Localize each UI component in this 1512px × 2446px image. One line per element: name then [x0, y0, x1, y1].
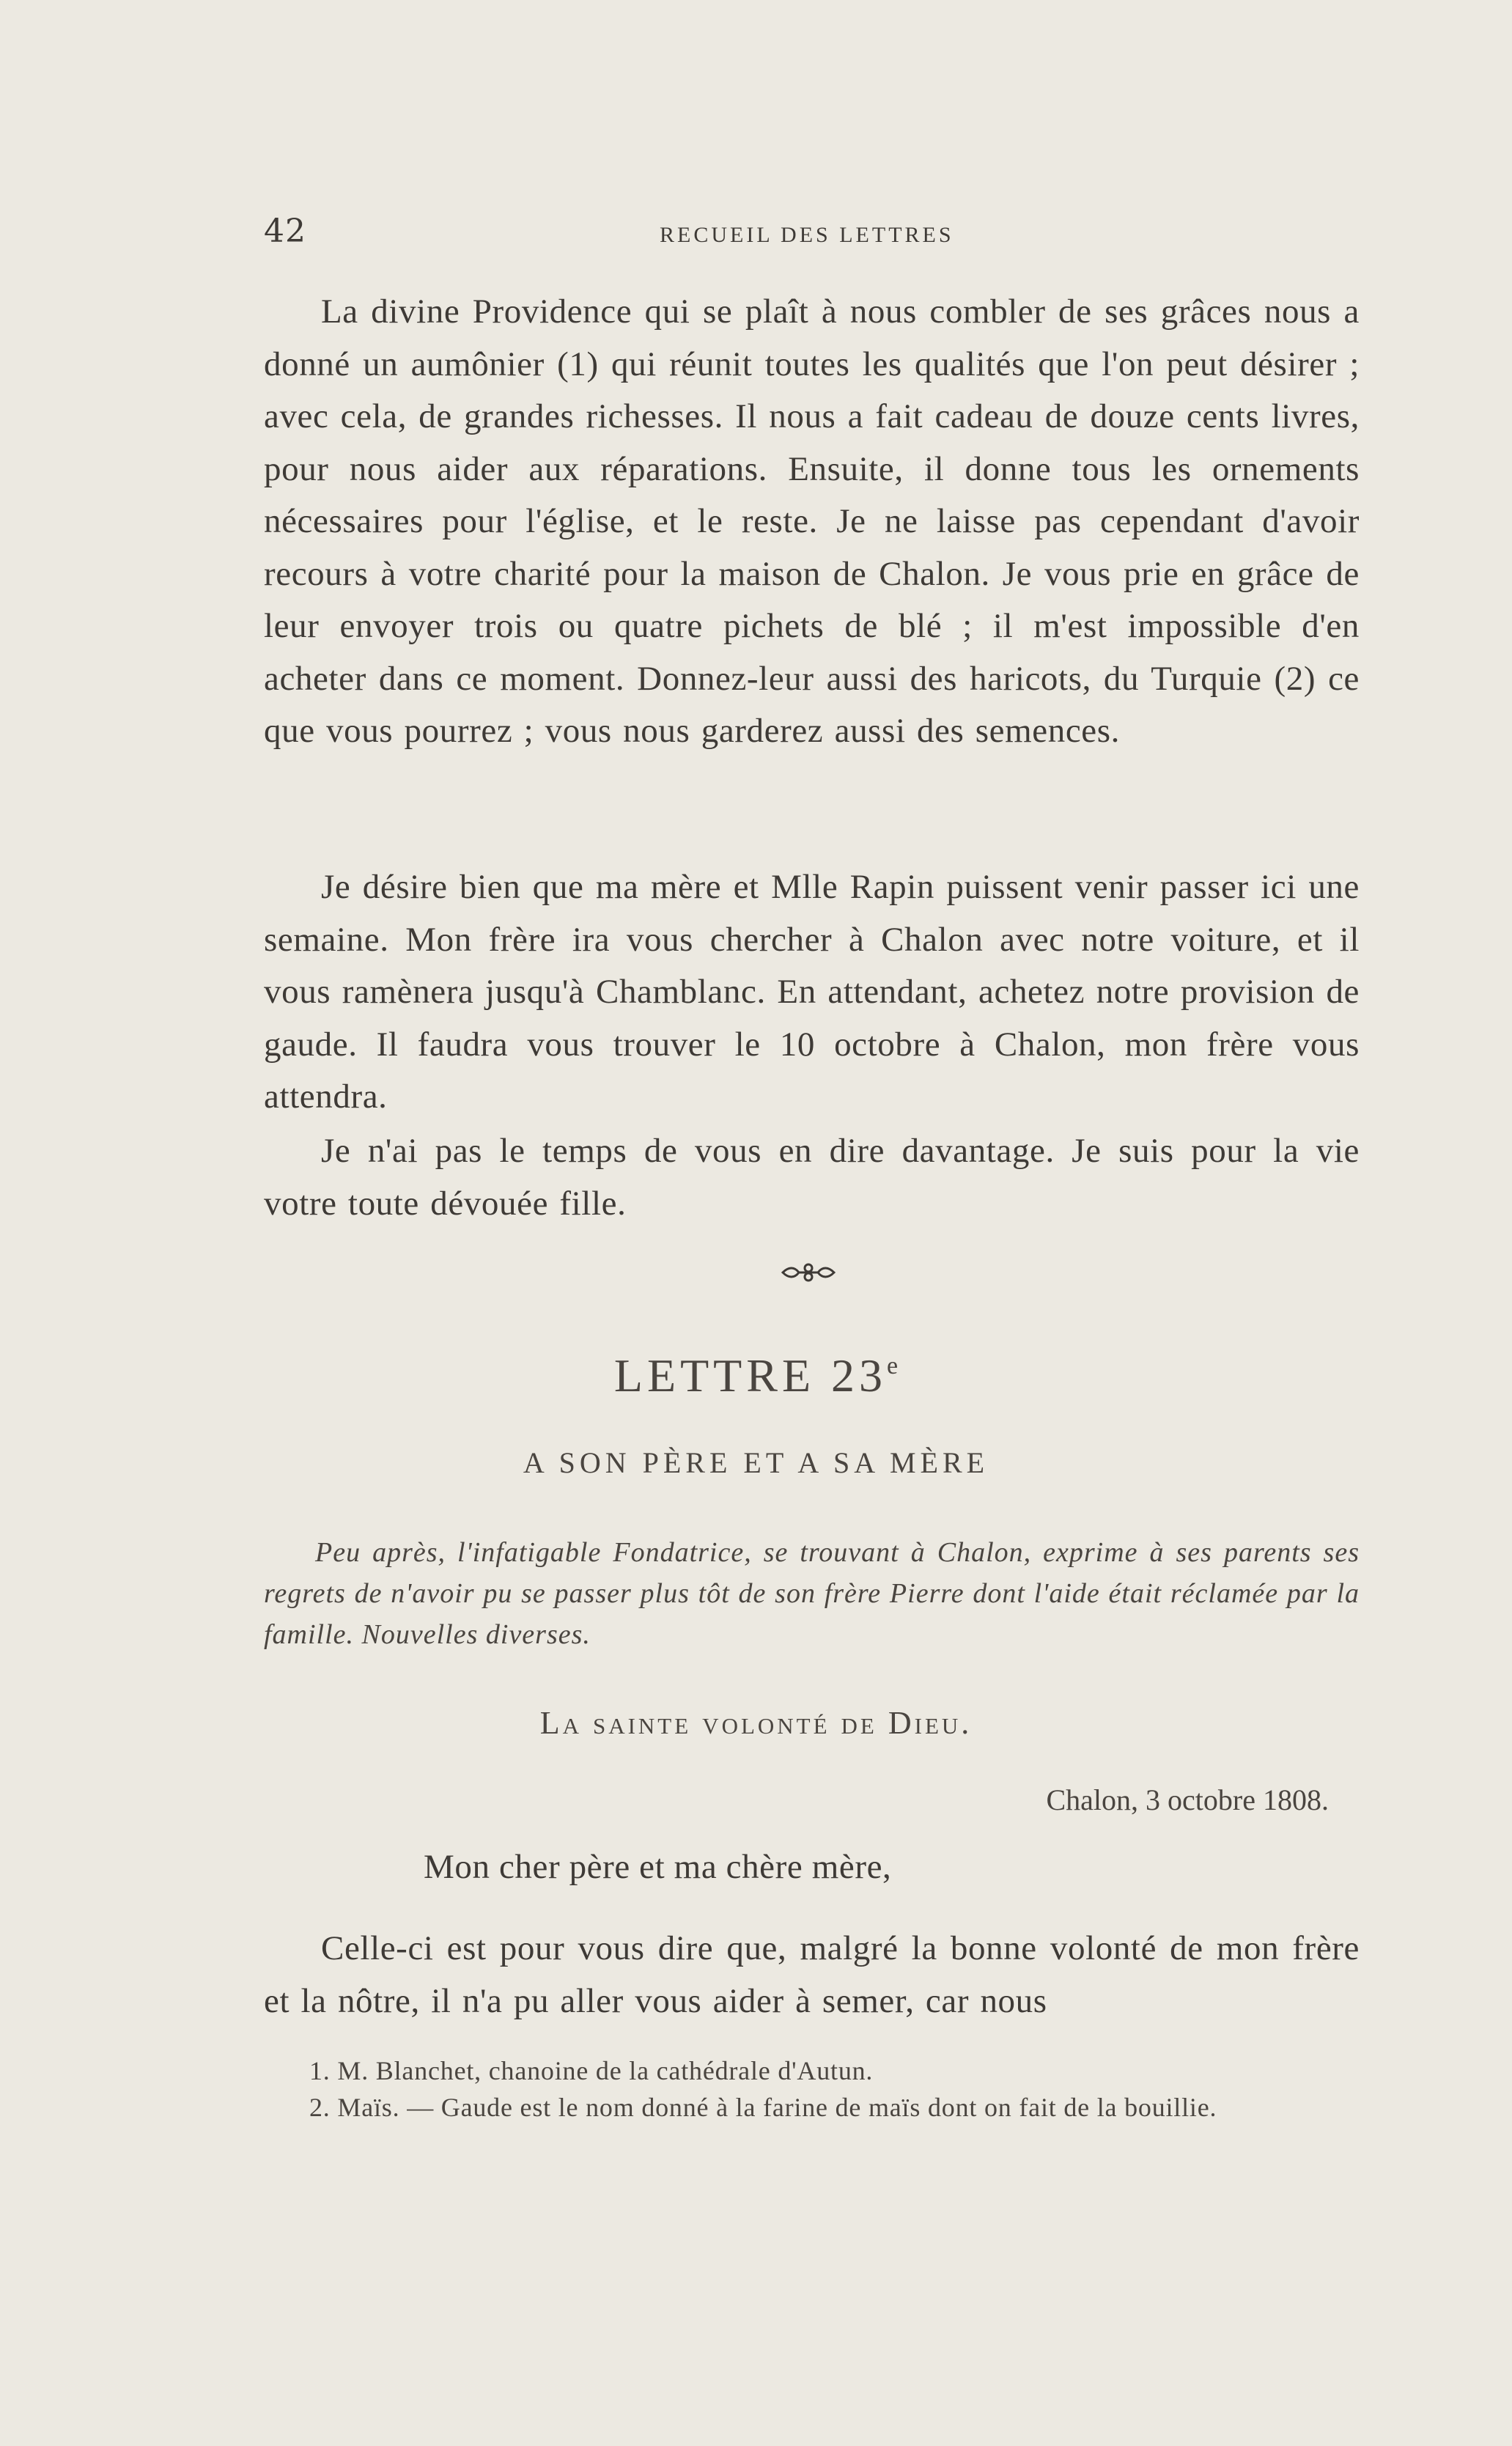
letter-title-text: LETTRE 23	[613, 1349, 888, 1401]
letter-title-suffix: e	[887, 1352, 899, 1379]
page-number: 42	[264, 213, 306, 250]
letter-summary: Peu après, l'infatigable Fondatrice, se trouvant à Chalon, exprime à ses parents ses regrets de n'avoir pu se passer plus tôt de son frère Pierre dont l'aide était réclamée par la famille. Nouvelles diverses.	[264, 1537, 1360, 1650]
letter-paragraph-1	[264, 1923, 1360, 2027]
paragraph-text: Je n'ai pas le temps de vous en dire davantage. Je suis pour la vie votre toute dévouée fille.	[264, 1132, 1360, 1223]
footnote-2: 2. Maïs. — Gaude est le nom donné à la farine de maïs dont on fait de la bouillie.	[309, 2093, 1217, 2122]
paragraph-text: La divine Providence qui se plaît à nous combler de ses grâces nous a donné un aumônier (1) qui réunit toutes les qualités que l'on peut désirer ; avec cela, de grandes richesses. Il nous a fait cadeau de douze cents livres, pour nous aider aux réparations. Ensuite, il donne tous les ornements nécessaires pour l'église, et le reste. Je ne laisse pas cependant d'avoir recours à votre charité pour la maison de Chalon. Je vous prie en grâce de leur envoyer trois ou quatre pichets de blé ; il m'est impossible d'en acheter dans ce moment. Donnez-leur aussi des haricots, du Turquie (2) ce que vous pourrez ; vous nous garderez aussi des semences.	[264, 292, 1360, 750]
letter-motto: La sainte volonté de Dieu.	[539, 1705, 973, 1741]
fleuron-ornament-icon	[781, 1262, 836, 1283]
letter-title	[0, 1349, 1512, 1403]
paragraph-text: Je désire bien que ma mère et Mlle Rapin puissent venir passer ici une semaine. Mon frère ira vous chercher à Chalon avec notre voiture, et il vous ramènera jusqu'à Chamblanc. En attendant, achetez notre provision de gaude. Il faudra vous trouver le 10 octobre à Chalon, mon frère vous attendra.	[264, 868, 1360, 1116]
running-head-title: RECUEIL DES LETTRES	[660, 223, 954, 247]
footnote-1: 1. M. Blanchet, chanoine de la cathédrale d'Autun.	[309, 2056, 874, 2085]
body-paragraph-1	[264, 286, 1360, 758]
body-paragraph-3	[264, 1125, 1360, 1230]
body-paragraph-2	[264, 861, 1360, 1124]
paragraph-text: Celle-ci est pour vous dire que, malgré la bonne volonté de mon frère et la nôtre, il n'a pu aller vous aider à semer, car nous	[264, 1929, 1360, 2020]
footnotes	[264, 2052, 1360, 2126]
running-head	[264, 213, 1363, 264]
letter-date: Chalon, 3 octobre 1808.	[1046, 1783, 1329, 1816]
letter-salutation: Mon cher père et ma chère mère,	[424, 1848, 892, 1886]
letter-recipient: A SON PÈRE ET A SA MÈRE	[523, 1446, 989, 1479]
